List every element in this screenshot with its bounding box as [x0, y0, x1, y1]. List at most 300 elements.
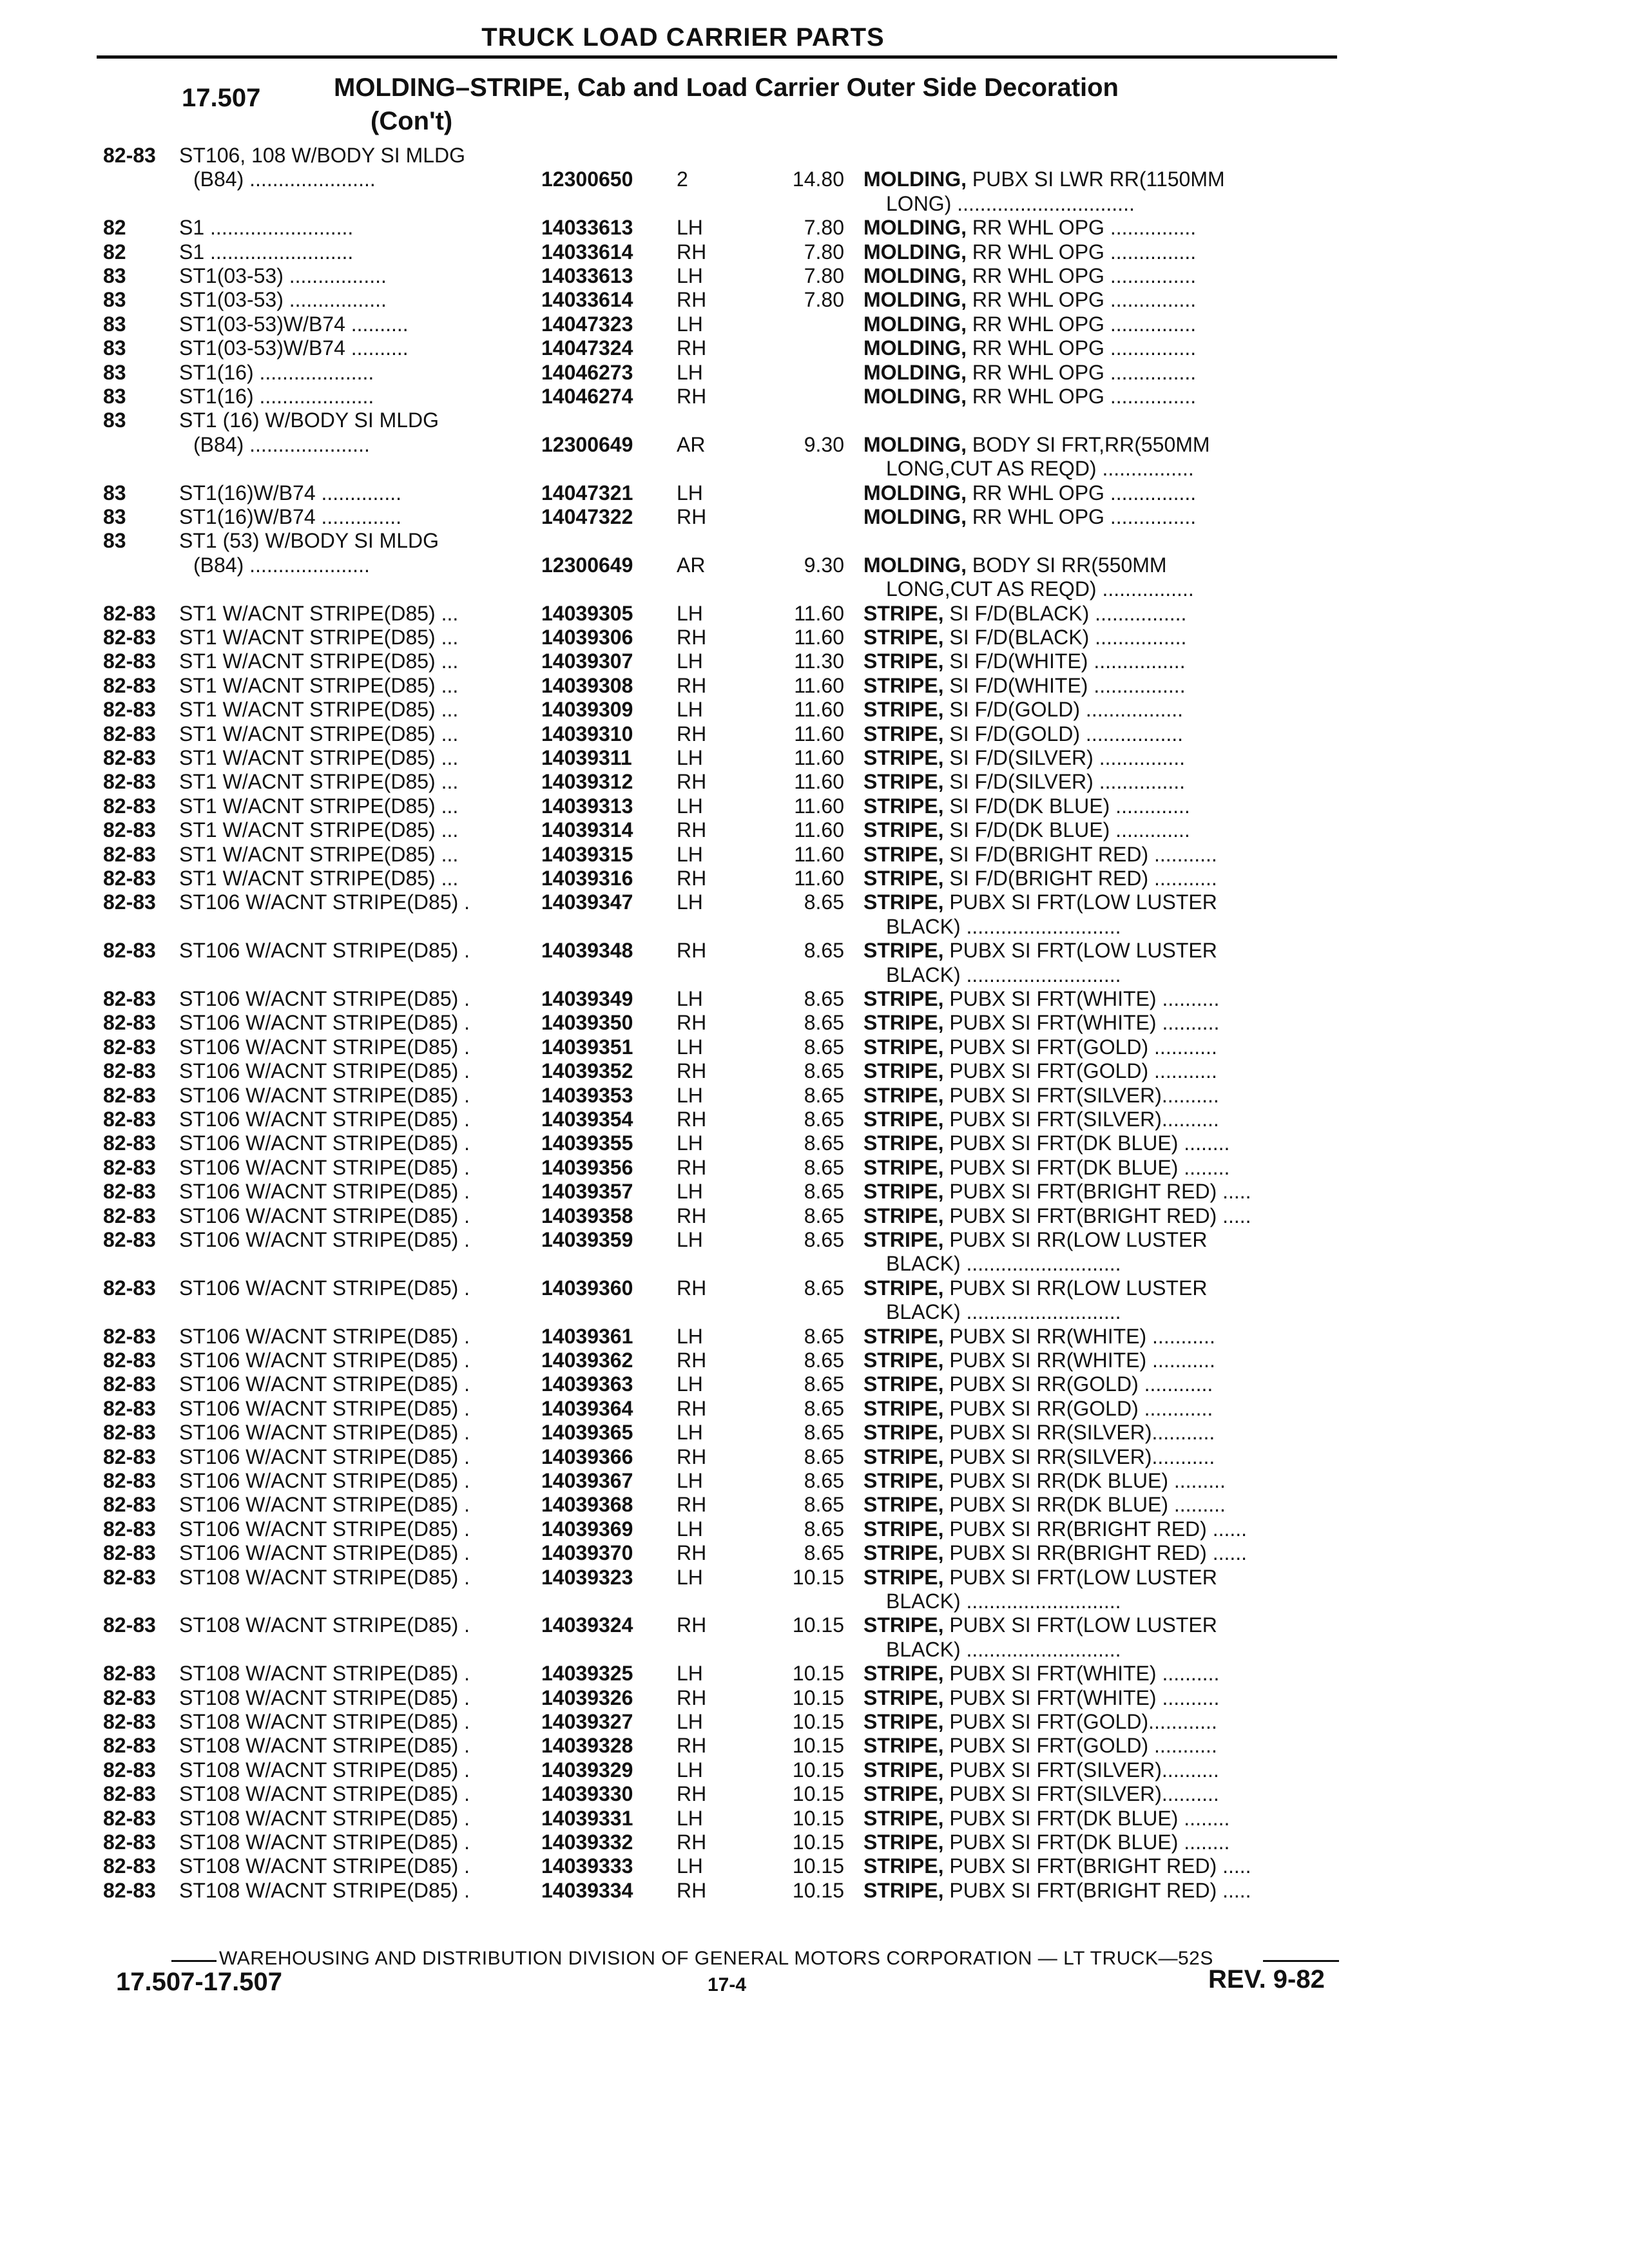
quantity: AR [677, 553, 706, 577]
price: 8.65 [804, 987, 844, 1010]
model-year: 82-83 [103, 939, 156, 963]
description [863, 625, 1186, 649]
description [863, 264, 1196, 288]
model-year: 83 [103, 360, 126, 384]
application: ST1(16)W/B74 .............. [179, 505, 401, 528]
model-year: 82-83 [103, 1734, 156, 1758]
application: ST106 W/ACNT STRIPE(D85) . [179, 1445, 470, 1468]
description-keyword: STRIPE, [863, 1469, 944, 1492]
description [863, 1686, 1219, 1710]
description-text: PUBX SI RR(GOLD) ............ [949, 1396, 1213, 1420]
price: 8.65 [804, 1180, 844, 1204]
description-text: PUBX SI RR(BRIGHT RED) ...... [949, 1541, 1248, 1565]
description [863, 240, 1196, 264]
part-number: 14039309 [541, 698, 633, 722]
part-number: 14046274 [541, 385, 633, 408]
quantity: RH [677, 722, 707, 745]
description [863, 769, 1185, 794]
price: 11.60 [794, 818, 844, 842]
description-keyword: STRIPE, [863, 673, 944, 697]
quantity: LH [677, 698, 703, 722]
description [863, 1131, 1229, 1155]
application: ST106 W/ACNT STRIPE(D85) . [179, 1421, 470, 1445]
description [863, 1227, 1207, 1252]
price: 9.30 [804, 432, 844, 456]
section-continued: (Con't) [371, 107, 453, 135]
quantity: RH [677, 626, 707, 649]
price: 10.15 [792, 1831, 844, 1854]
price: 11.30 [794, 649, 844, 673]
price: 7.80 [804, 264, 844, 287]
model-year: 82-83 [103, 1083, 156, 1107]
part-number: 14033614 [541, 288, 633, 312]
model-year: 82-83 [103, 818, 156, 842]
price: 10.15 [792, 1782, 844, 1806]
application: ST106 W/ACNT STRIPE(D85) . [179, 1517, 470, 1541]
model-year: 82-83 [103, 1155, 156, 1179]
model-year: 82-83 [103, 746, 156, 769]
description-text: PUBX SI RR(LOW LUSTER [949, 1276, 1208, 1300]
quantity: RH [677, 673, 707, 697]
description-text: PUBX SI FRT(DK BLUE) ........ [949, 1831, 1230, 1854]
description-text: PUBX SI FRT(BRIGHT RED) ..... [949, 1180, 1251, 1204]
price: 8.65 [804, 1421, 844, 1445]
price: 11.60 [794, 867, 844, 890]
quantity: LH [677, 1131, 703, 1155]
description-keyword: STRIPE, [863, 1180, 944, 1204]
description-text: PUBX SI FRT(DK BLUE) ........ [949, 1155, 1230, 1179]
price: 11.60 [794, 794, 844, 818]
description-keyword: STRIPE, [863, 1758, 944, 1782]
part-number: 14039307 [541, 649, 633, 673]
price: 8.65 [804, 1228, 844, 1251]
model-year: 82 [103, 240, 126, 264]
section-number: 17.507 [182, 84, 261, 112]
model-year: 83 [103, 505, 126, 528]
description-keyword: MOLDING, [863, 216, 967, 240]
application: ST108 W/ACNT STRIPE(D85) . [179, 1613, 470, 1637]
application: ST106 W/ACNT STRIPE(D85) . [179, 939, 470, 963]
model-year: 82-83 [103, 1059, 156, 1083]
description-keyword: STRIPE, [863, 842, 944, 866]
model-year: 82-83 [103, 867, 156, 890]
description-keyword: STRIPE, [863, 1421, 944, 1445]
description [863, 1372, 1213, 1396]
application: ST1 (16) W/BODY SI MLDG [179, 408, 439, 432]
model-year: 82-83 [103, 794, 156, 818]
price: 7.80 [804, 240, 844, 264]
description-cont: BLACK) ........................... [886, 1637, 1121, 1661]
price: 7.80 [804, 216, 844, 240]
part-number: 14047322 [541, 505, 633, 528]
description-keyword: STRIPE, [863, 1155, 944, 1179]
quantity: RH [677, 1011, 707, 1035]
price: 8.65 [804, 1324, 844, 1348]
description [863, 167, 1225, 191]
part-number: 14039330 [541, 1782, 633, 1806]
price: 11.60 [794, 842, 844, 866]
application: ST1 W/ACNT STRIPE(D85) ... [179, 601, 459, 625]
model-year: 82-83 [103, 1565, 156, 1589]
description-text: PUBX SI FRT(SILVER).......... [949, 1083, 1219, 1107]
description-text: SI F/D(SILVER) ............... [949, 746, 1186, 769]
description-keyword: STRIPE, [863, 1445, 944, 1468]
description [863, 287, 1196, 312]
part-number: 14039361 [541, 1324, 633, 1348]
application-cont: (B84) ..................... [193, 432, 370, 456]
description [863, 818, 1190, 842]
model-year: 82-83 [103, 1517, 156, 1541]
description-text: SI F/D(SILVER) ............... [949, 770, 1186, 794]
description-cont: LONG) ............................... [886, 191, 1135, 215]
part-number: 14039356 [541, 1155, 633, 1179]
model-year: 82-83 [103, 987, 156, 1010]
description-keyword: MOLDING, [863, 264, 967, 287]
description [863, 1276, 1207, 1300]
model-year: 82-83 [103, 890, 156, 914]
description [863, 1709, 1217, 1734]
model-year: 82-83 [103, 1662, 156, 1686]
description [863, 1420, 1215, 1445]
description-keyword: STRIPE, [863, 1035, 944, 1059]
application: S1 ......................... [179, 216, 354, 240]
footer-rule-right [1263, 1960, 1339, 1962]
description-keyword: STRIPE, [863, 770, 944, 794]
application: ST1 W/ACNT STRIPE(D85) ... [179, 673, 459, 697]
quantity: AR [677, 432, 706, 456]
application: ST1 W/ACNT STRIPE(D85) ... [179, 649, 459, 673]
description-text: PUBX SI FRT(GOLD) ........... [949, 1734, 1217, 1758]
application: ST1 W/ACNT STRIPE(D85) ... [179, 746, 459, 769]
application: ST1(03-53) ................. [179, 264, 387, 287]
description-keyword: STRIPE, [863, 987, 944, 1010]
model-year: 82-83 [103, 722, 156, 745]
application: ST1 W/ACNT STRIPE(D85) ... [179, 842, 459, 866]
application: ST108 W/ACNT STRIPE(D85) . [179, 1806, 470, 1830]
quantity: RH [677, 240, 707, 264]
description-text: SI F/D(BLACK) ................ [949, 626, 1187, 649]
part-number: 14039305 [541, 601, 633, 625]
part-number: 14039324 [541, 1613, 633, 1637]
application-cont: (B84) ..................... [193, 553, 370, 577]
application: ST106 W/ACNT STRIPE(D85) . [179, 1469, 470, 1492]
quantity: LH [677, 1324, 703, 1348]
application: ST106 W/ACNT STRIPE(D85) . [179, 1276, 470, 1300]
description [863, 890, 1217, 914]
application: ST108 W/ACNT STRIPE(D85) . [179, 1710, 470, 1733]
description-text: PUBX SI RR(DK BLUE) ......... [949, 1493, 1226, 1517]
quantity: RH [677, 1686, 707, 1709]
description [863, 336, 1196, 360]
model-year: 82-83 [103, 1541, 156, 1565]
description-text: SI F/D(GOLD) ................. [949, 722, 1184, 745]
description-text: SI F/D(BRIGHT RED) ........... [949, 867, 1217, 890]
footer-section-range: 17.507-17.507 [116, 1968, 283, 1996]
description [863, 1565, 1217, 1590]
description-text: PUBX SI FRT(GOLD) ........... [949, 1035, 1217, 1059]
part-number: 14039365 [541, 1421, 633, 1445]
application: ST108 W/ACNT STRIPE(D85) . [179, 1782, 470, 1806]
description [863, 1806, 1229, 1831]
application: ST1(03-53)W/B74 .......... [179, 312, 409, 336]
description-text: PUBX SI FRT(LOW LUSTER [949, 939, 1217, 963]
model-year: 83 [103, 336, 126, 360]
description-keyword: STRIPE, [863, 626, 944, 649]
quantity: RH [677, 1204, 707, 1227]
quantity: RH [677, 1782, 707, 1806]
quantity: LH [677, 1565, 703, 1589]
application: ST1(16) .................... [179, 385, 374, 408]
application: ST1 W/ACNT STRIPE(D85) ... [179, 794, 459, 818]
quantity: RH [677, 1396, 707, 1420]
description [863, 553, 1167, 577]
quantity: LH [677, 1035, 703, 1059]
part-number: 14039310 [541, 722, 633, 745]
part-number: 14039362 [541, 1349, 633, 1372]
description-text: SI F/D(GOLD) ................. [949, 698, 1184, 722]
description [863, 1324, 1215, 1349]
quantity: LH [677, 746, 703, 769]
application-cont: (B84) ...................... [193, 168, 376, 191]
description [863, 1854, 1251, 1878]
price: 8.65 [804, 1204, 844, 1227]
model-year: 82-83 [103, 1372, 156, 1396]
description [863, 1541, 1247, 1565]
description-text: PUBX SI FRT(LOW LUSTER [949, 1613, 1217, 1637]
quantity: LH [677, 1517, 703, 1541]
quantity: RH [677, 867, 707, 890]
quantity: LH [677, 1421, 703, 1445]
description-keyword: MOLDING, [863, 288, 967, 312]
quantity: LH [677, 1854, 703, 1878]
description-text: PUBX SI FRT(WHITE) .......... [949, 1662, 1220, 1686]
application: ST106 W/ACNT STRIPE(D85) . [179, 890, 470, 914]
price: 10.15 [792, 1565, 844, 1589]
description-text: PUBX SI FRT(DK BLUE) ........ [949, 1131, 1230, 1155]
description-keyword: STRIPE, [863, 1349, 944, 1372]
price: 10.15 [792, 1734, 844, 1758]
description-keyword: STRIPE, [863, 1878, 944, 1902]
description-text: PUBX SI FRT(GOLD) ........... [949, 1059, 1217, 1083]
description-text: RR WHL OPG ............... [972, 216, 1197, 240]
description-text: RR WHL OPG ............... [972, 312, 1197, 336]
description-keyword: STRIPE, [863, 794, 944, 818]
page-title: TRUCK LOAD CARRIER PARTS [481, 23, 885, 52]
quantity: LH [677, 794, 703, 818]
part-number: 14033613 [541, 264, 633, 287]
description-keyword: MOLDING, [863, 336, 967, 360]
part-number: 14039308 [541, 673, 633, 697]
model-year: 82-83 [103, 1421, 156, 1445]
description-keyword: STRIPE, [863, 1204, 944, 1227]
price: 8.65 [804, 1493, 844, 1517]
application: ST1(16) .................... [179, 360, 374, 384]
model-year: 82-83 [103, 1276, 156, 1300]
description-keyword: MOLDING, [863, 553, 967, 577]
quantity: RH [677, 1108, 707, 1131]
price: 10.15 [792, 1758, 844, 1782]
price: 7.80 [804, 288, 844, 312]
description [863, 1179, 1251, 1204]
part-number: 14039353 [541, 1083, 633, 1107]
model-year: 82-83 [103, 1108, 156, 1131]
title-rule [97, 55, 1337, 59]
model-year: 82-83 [103, 1035, 156, 1059]
application: ST106 W/ACNT STRIPE(D85) . [179, 1131, 470, 1155]
description [863, 1155, 1229, 1180]
description-text: SI F/D(BLACK) ................ [949, 601, 1187, 625]
description [863, 1758, 1219, 1782]
application: ST106 W/ACNT STRIPE(D85) . [179, 1541, 470, 1565]
description-keyword: STRIPE, [863, 1108, 944, 1131]
description-cont: BLACK) ........................... [886, 1590, 1121, 1613]
model-year: 82-83 [103, 1782, 156, 1806]
description-text: BODY SI FRT,RR(550MM [972, 432, 1210, 456]
application: ST106 W/ACNT STRIPE(D85) . [179, 1396, 470, 1420]
description-keyword: STRIPE, [863, 1083, 944, 1107]
quantity: LH [677, 360, 703, 384]
quantity: RH [677, 1059, 707, 1083]
part-number: 14039349 [541, 987, 633, 1010]
part-number: 14047323 [541, 312, 633, 336]
model-year: 82 [103, 216, 126, 240]
description-keyword: STRIPE, [863, 1831, 944, 1854]
description-text: BODY SI RR(550MM [972, 553, 1167, 577]
price: 11.60 [794, 770, 844, 794]
model-year: 82-83 [103, 1854, 156, 1878]
application: ST108 W/ACNT STRIPE(D85) . [179, 1686, 470, 1709]
description-text: PUBX SI RR(WHITE) ........... [949, 1324, 1215, 1348]
part-number: 14039328 [541, 1734, 633, 1758]
model-year: 82-83 [103, 1180, 156, 1204]
part-number: 14039368 [541, 1493, 633, 1517]
part-number: 12300650 [541, 168, 633, 191]
model-year: 82-83 [103, 1445, 156, 1468]
application: ST1 W/ACNT STRIPE(D85) ... [179, 722, 459, 745]
price: 8.65 [804, 1541, 844, 1565]
section-title: MOLDING–STRIPE, Cab and Load Carrier Outer Side Decoration [334, 73, 1119, 102]
price: 11.60 [794, 698, 844, 722]
description-keyword: STRIPE, [863, 722, 944, 745]
description [863, 1035, 1217, 1059]
application: ST1 W/ACNT STRIPE(D85) ... [179, 698, 459, 722]
description [863, 1830, 1229, 1854]
part-number: 14039370 [541, 1541, 633, 1565]
footer-revision: REV. 9-82 [1208, 1965, 1325, 1994]
application: ST1 W/ACNT STRIPE(D85) ... [179, 818, 459, 842]
description-keyword: STRIPE, [863, 1396, 944, 1420]
application: ST106 W/ACNT STRIPE(D85) . [179, 1035, 470, 1059]
application: ST106 W/ACNT STRIPE(D85) . [179, 1155, 470, 1179]
price: 11.60 [794, 722, 844, 745]
description-keyword: MOLDING, [863, 432, 967, 456]
description-keyword: MOLDING, [863, 505, 967, 528]
description-text: PUBX SI FRT(BRIGHT RED) ..... [949, 1204, 1251, 1227]
description-text: PUBX SI FRT(SILVER).......... [949, 1782, 1219, 1806]
application: ST1 (53) W/BODY SI MLDG [179, 529, 439, 553]
description-keyword: STRIPE, [863, 698, 944, 722]
description [863, 601, 1186, 626]
description [863, 1517, 1247, 1541]
footer-page-number: 17-4 [708, 1974, 747, 1995]
quantity: LH [677, 312, 703, 336]
quantity: RH [677, 818, 707, 842]
description-text: PUBX SI FRT(GOLD)............ [949, 1710, 1217, 1733]
part-number: 14047321 [541, 481, 633, 505]
quantity: RH [677, 939, 707, 963]
description-keyword: STRIPE, [863, 1854, 944, 1878]
model-year: 82-83 [103, 626, 156, 649]
description-keyword: STRIPE, [863, 1372, 944, 1396]
quantity: RH [677, 385, 707, 408]
application: ST106 W/ACNT STRIPE(D85) . [179, 1324, 470, 1348]
description-keyword: STRIPE, [863, 1686, 944, 1709]
part-number: 14039369 [541, 1517, 633, 1541]
model-year: 82-83 [103, 698, 156, 722]
price: 8.65 [804, 1131, 844, 1155]
description [863, 1059, 1217, 1083]
model-year: 82-83 [103, 1324, 156, 1348]
model-year: 82-83 [103, 1710, 156, 1733]
part-number: 14047324 [541, 336, 633, 360]
part-number: 14039316 [541, 867, 633, 890]
application: ST106 W/ACNT STRIPE(D85) . [179, 1204, 470, 1227]
application: ST106 W/ACNT STRIPE(D85) . [179, 1083, 470, 1107]
description-cont: BLACK) ........................... [886, 1300, 1121, 1324]
part-number: 14039326 [541, 1686, 633, 1709]
description-text: SI F/D(WHITE) ................ [949, 649, 1186, 673]
description [863, 1613, 1217, 1637]
application: ST106, 108 W/BODY SI MLDG [179, 144, 466, 167]
description-keyword: STRIPE, [863, 1565, 944, 1589]
description-text: RR WHL OPG ............... [972, 264, 1197, 287]
application: ST108 W/ACNT STRIPE(D85) . [179, 1734, 470, 1758]
description-text: PUBX SI RR(SILVER)........... [949, 1445, 1215, 1468]
price: 8.65 [804, 1517, 844, 1541]
description [863, 1396, 1213, 1421]
description-text: PUBX SI RR(LOW LUSTER [949, 1228, 1208, 1251]
price: 8.65 [804, 1059, 844, 1083]
description-keyword: MOLDING, [863, 312, 967, 336]
quantity: RH [677, 288, 707, 312]
description-text: PUBX SI FRT(SILVER).......... [949, 1758, 1219, 1782]
description-text: RR WHL OPG ............... [972, 240, 1197, 264]
description [863, 432, 1210, 457]
price: 10.15 [792, 1854, 844, 1878]
application: ST1(03-53)W/B74 .......... [179, 336, 409, 360]
description-keyword: STRIPE, [863, 601, 944, 625]
description [863, 673, 1186, 698]
description-keyword: MOLDING, [863, 385, 967, 408]
quantity: RH [677, 1878, 707, 1902]
model-year: 82-83 [103, 144, 156, 167]
description-keyword: STRIPE, [863, 1662, 944, 1686]
description [863, 1492, 1226, 1517]
part-number: 14039366 [541, 1445, 633, 1468]
part-number: 14039314 [541, 818, 633, 842]
quantity: LH [677, 1662, 703, 1686]
description [863, 215, 1196, 240]
description-keyword: STRIPE, [863, 1613, 944, 1637]
price: 10.15 [792, 1662, 844, 1686]
description [863, 842, 1217, 867]
description [863, 505, 1196, 529]
quantity: LH [677, 1228, 703, 1251]
description [863, 1733, 1217, 1758]
quantity: LH [677, 264, 703, 287]
application: ST106 W/ACNT STRIPE(D85) . [179, 1349, 470, 1372]
quantity: LH [677, 987, 703, 1010]
